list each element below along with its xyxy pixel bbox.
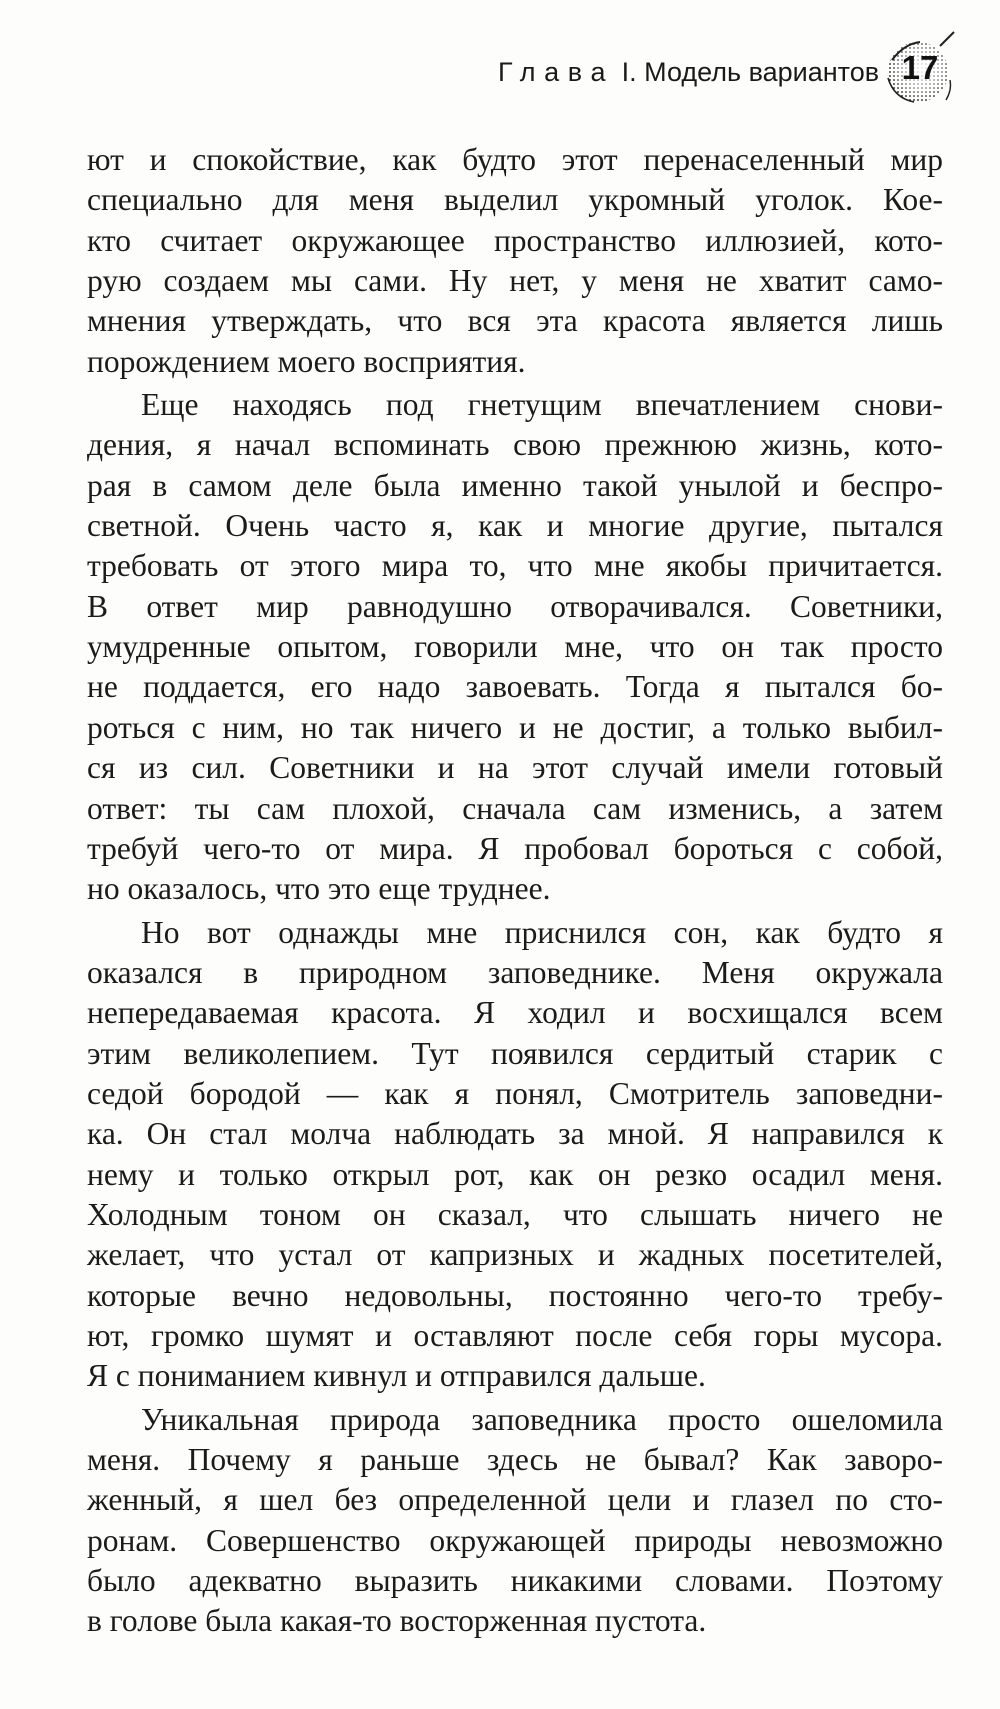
text-line: В ответ мир равнодушно отворачивался. Советники, <box>87 588 943 624</box>
text-line: ют и спокойствие, как будто этот перенаселенный мир <box>87 142 943 177</box>
paragraph <box>87 913 943 1397</box>
text-line: но оказалось, что это еще труднее. <box>87 871 551 907</box>
text-line: желает, что устал от капризных и жадных посетителей, <box>87 1237 943 1273</box>
chapter-word: Глава <box>498 57 615 87</box>
body-text <box>87 140 943 1642</box>
text-line: ка. Он стал молча наблюдать за мной. Я направился к <box>87 1116 943 1152</box>
text-line: дения, я начал вспоминать свою прежнюю жизнь, кото- <box>87 427 943 463</box>
text-line: рую создаем мы сами. Ну нет, у меня не хватит само- <box>87 263 943 299</box>
text-line: было адекватно выразить никакими словами. Поэтому <box>87 1563 943 1599</box>
paragraph <box>87 140 943 382</box>
text-line: требуй чего-то от мира. Я пробовал бороться с собой, <box>87 830 943 866</box>
text-line: ронам. Совершенство окружающей природы невозможно <box>87 1522 943 1558</box>
text-line: Я с пониманием кивнул и отправился дальше. <box>87 1358 706 1394</box>
text-line: кто считает окружающее пространство иллюзией, кото- <box>87 222 943 258</box>
text-line: меня. Почему я раньше здесь не бывал? Как заворо- <box>87 1442 943 1477</box>
text-line: рая в самом деле была именно такой унылой и беспро- <box>87 467 943 503</box>
text-line: непередаваемая красота. Я ходил и восхищался всем <box>87 995 943 1031</box>
page-number: 17 <box>901 49 939 86</box>
text-line: умудренные опытом, говорили мне, что он так просто <box>87 629 943 665</box>
text-line: Но вот однажды мне приснился сон, как будто я <box>141 914 943 950</box>
running-header <box>498 56 879 88</box>
text-line: порождением моего восприятия. <box>87 343 526 379</box>
text-line: специально для меня выделил укромный уголок. Кое- <box>87 182 943 218</box>
paragraph <box>87 385 943 909</box>
text-line: Уникальная природа заповедника просто ошеломила <box>141 1401 943 1437</box>
text-line: светной. Очень часто я, как и многие другие, пытался <box>87 508 943 544</box>
page-number-badge <box>880 30 960 110</box>
text-line: Холодным тоном он сказал, что слышать ничего не <box>87 1196 943 1232</box>
text-line: не поддается, его надо завоевать. Тогда я пытался бо- <box>87 669 943 705</box>
text-line: оказался в природном заповеднике. Меня окружала <box>87 954 943 990</box>
text-line: мнения утверждать, что вся эта красота является лишь <box>87 303 943 339</box>
text-line: женный, я шел без определенной цели и глазел по сто- <box>87 1482 943 1518</box>
text-line: нему и только открыл рот, как он резко осадил меня. <box>87 1156 943 1192</box>
text-line: ответ: ты сам плохой, сначала сам изменись, а затем <box>87 790 943 826</box>
text-line: требовать от этого мира то, что мне якобы причитается. <box>87 548 943 584</box>
text-line: Еще находясь под гнетущим впечатлением снови- <box>141 387 943 423</box>
paragraph <box>87 1400 943 1642</box>
text-line: которые вечно недовольны, постоянно чего-то требу- <box>87 1277 943 1313</box>
text-line: ют, громко шумят и оставляют после себя горы мусора. <box>87 1317 943 1353</box>
text-line: роться с ним, но так ничего и не достиг, а только выбил- <box>87 709 943 745</box>
chapter-title: I. Модель вариантов <box>621 57 880 87</box>
text-line: седой бородой — как я понял, Смотритель заповедни- <box>87 1075 943 1111</box>
text-line: этим великолепием. Тут появился сердитый старик с <box>87 1035 943 1071</box>
text-line: ся из сил. Советники и на этот случай имели готовый <box>87 750 943 786</box>
text-line: в голове была какая-то восторженная пустота. <box>87 1603 707 1639</box>
